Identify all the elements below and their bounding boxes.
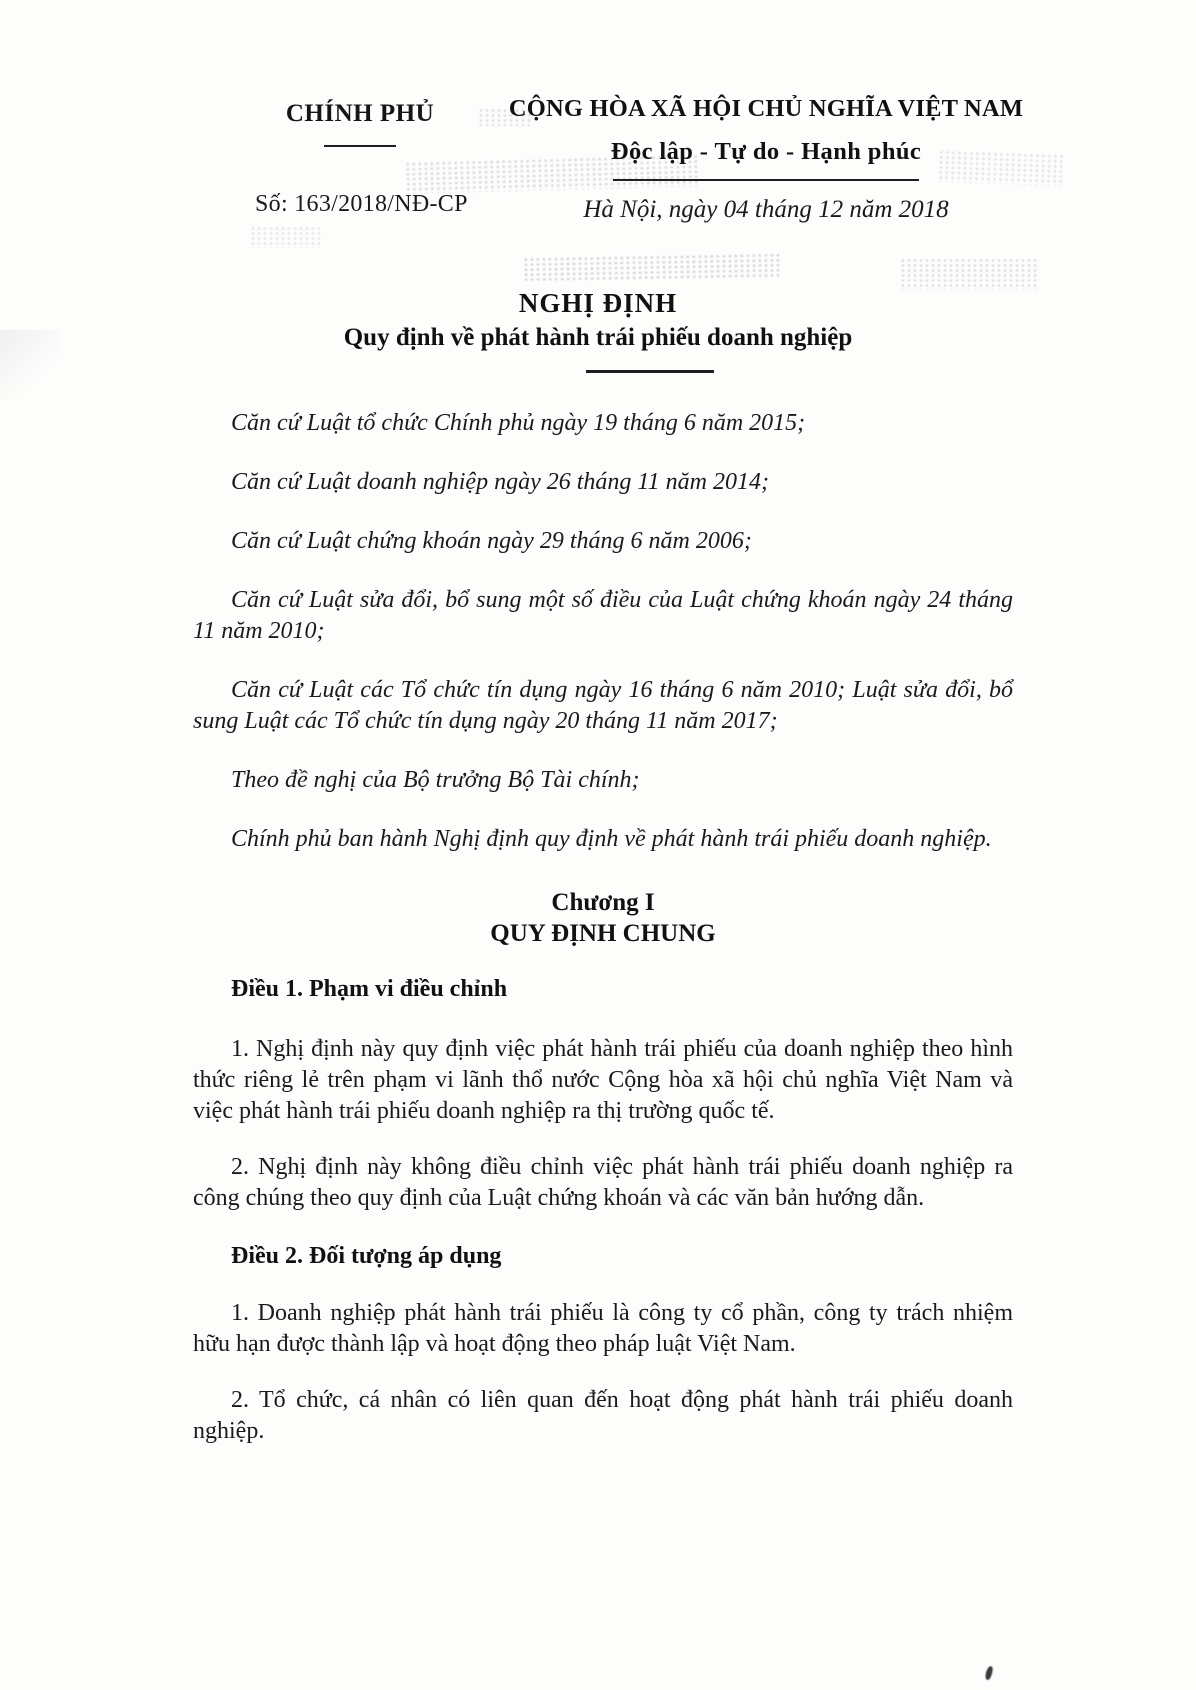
preamble-paragraph: Căn cứ Luật tổ chức Chính phủ ngày 19 tháng 6 năm 2015;: [231, 410, 806, 436]
motto-divider: [613, 179, 919, 181]
title-divider: [586, 370, 714, 373]
issuer-name: CHÍNH PHỦ: [285, 100, 435, 127]
chapter-label: Chương I: [551, 889, 655, 916]
preamble-paragraph: Căn cứ Luật doanh nghiệp ngày 26 tháng 11 năm 2014;: [231, 469, 769, 495]
preamble-paragraph: Căn cứ Luật chứng khoán ngày 29 tháng 6 năm 2006;: [231, 528, 752, 554]
article-2-clause-2: 2. Tổ chức, cá nhân có liên quan đến hoạt động phát hành trái phiếu doanh nghiệp.: [193, 1387, 1013, 1444]
scan-noise: [900, 258, 1040, 290]
article-1-clause-1: 1. Nghị định này quy định việc phát hành trái phiếu của doanh nghiệp theo hình thức riêng lẻ trên phạm vi lãnh thổ nước Cộng hòa xã hội chủ nghĩa Việt Nam và việc phát hành trái phiếu doanh nghiệp ra thị trường quốc tế.: [193, 1036, 1013, 1124]
preamble-paragraph: Căn cứ Luật các Tổ chức tín dụng ngày 16 tháng 6 năm 2010; Luật sửa đổi, bổ sung Luật các Tổ chức tín dụng ngày 20 tháng 11 năm 2017;: [193, 677, 1013, 734]
document-body: [193, 408, 1013, 1447]
place-date: Hà Nội, ngày 04 tháng 12 năm 2018: [583, 196, 949, 223]
scan-noise: [523, 253, 781, 283]
article-1-heading: Điều 1. Phạm vi điều chỉnh: [231, 976, 508, 1002]
chapter-heading: [193, 887, 1013, 949]
chapter-title: QUY ĐỊNH CHUNG: [490, 920, 716, 947]
document-number: Số: 163/2018/NĐ-CP: [255, 191, 468, 217]
preamble-paragraph: Theo đề nghị của Bộ trưởng Bộ Tài chính;: [231, 767, 640, 793]
article-1-clause-2: 2. Nghị định này không điều chỉnh việc phát hành trái phiếu doanh nghiệp ra công chúng theo quy định của Luật chứng khoán và các văn bản hướng dẫn.: [193, 1154, 1013, 1211]
document-type: NGHỊ ĐỊNH: [518, 288, 678, 318]
scan-noise: [250, 226, 320, 248]
issuer-block: [225, 100, 495, 218]
article-2-clause-1: 1. Doanh nghiệp phát hành trái phiếu là công ty cổ phần, công ty trách nhiệm hữu hạn được thành lập và hoạt động theo pháp luật Việt Nam.: [193, 1300, 1013, 1357]
preamble-paragraph: Căn cứ Luật sửa đổi, bổ sung một số điều của Luật chứng khoán ngày 24 tháng 11 năm 2010;: [193, 587, 1013, 644]
title-block: [0, 288, 1196, 373]
document-subject: Quy định về phát hành trái phiếu doanh nghiệp: [343, 324, 853, 351]
national-motto: Độc lập - Tự do - Hạnh phúc: [610, 138, 922, 165]
issuer-divider: [324, 145, 396, 147]
ink-speck: [984, 1665, 993, 1680]
country-name: CỘNG HÒA XÃ HỘI CHỦ NGHĨA VIỆT NAM: [508, 95, 1024, 122]
article-2-heading: Điều 2. Đối tượng áp dụng: [231, 1243, 502, 1269]
national-header-block: [502, 95, 1030, 224]
preamble-paragraph: Chính phủ ban hành Nghị định quy định về phát hành trái phiếu doanh nghiệp.: [231, 826, 992, 852]
